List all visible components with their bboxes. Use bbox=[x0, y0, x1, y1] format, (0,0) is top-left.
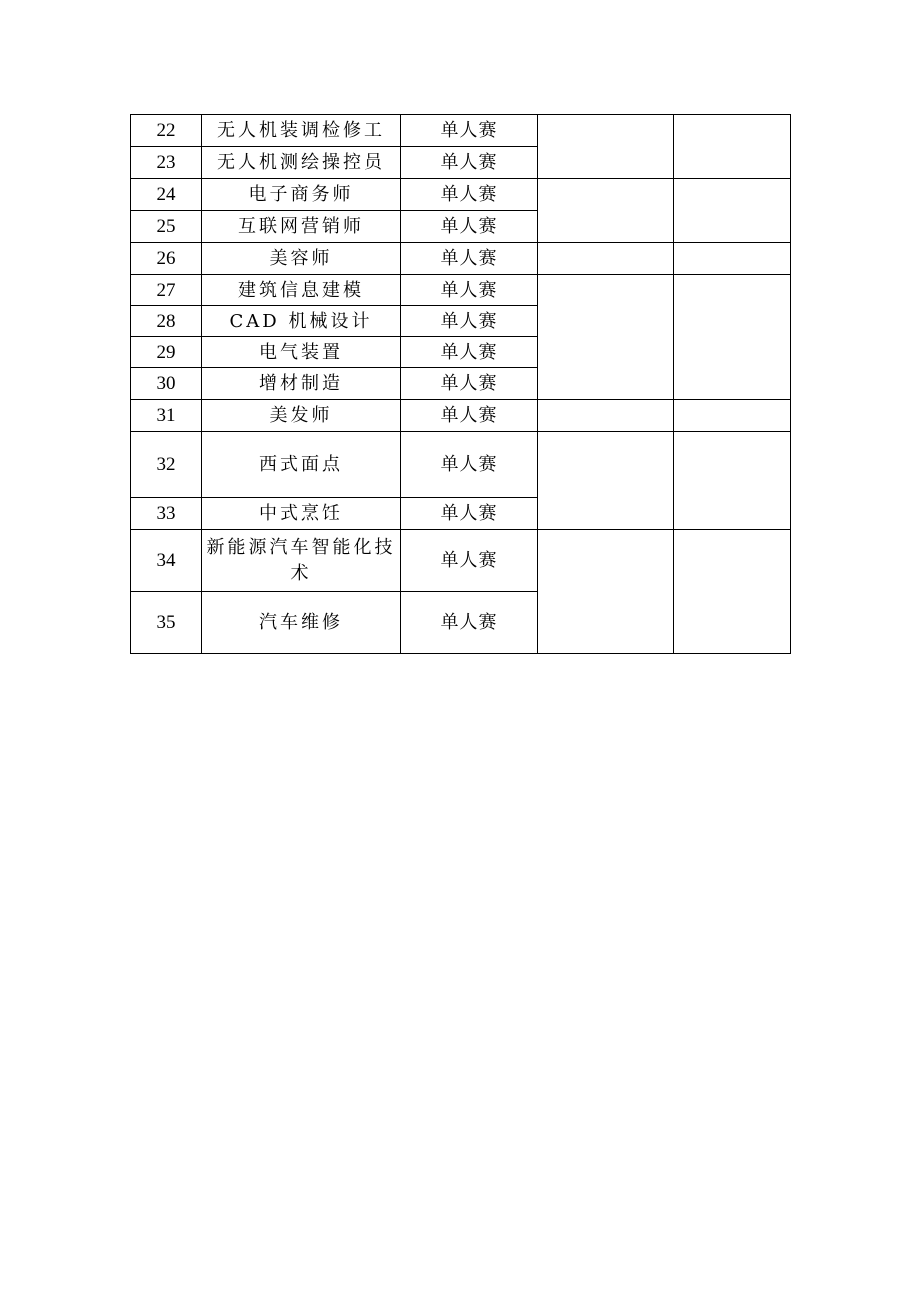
blank-cell bbox=[674, 243, 791, 275]
table-row bbox=[131, 115, 791, 147]
row-number: 26 bbox=[131, 243, 202, 275]
table-row bbox=[131, 243, 791, 275]
event-type: 单人赛 bbox=[401, 498, 538, 530]
event-name: 增材制造 bbox=[202, 368, 401, 400]
blank-cell bbox=[538, 115, 674, 179]
event-name: 建筑信息建模 bbox=[202, 275, 401, 306]
competition-table bbox=[130, 114, 791, 654]
event-type: 单人赛 bbox=[401, 147, 538, 179]
event-name: 无人机装调检修工 bbox=[202, 115, 401, 147]
event-type: 单人赛 bbox=[401, 337, 538, 368]
row-number: 27 bbox=[131, 275, 202, 306]
blank-cell bbox=[538, 243, 674, 275]
event-type: 单人赛 bbox=[401, 368, 538, 400]
row-number: 22 bbox=[131, 115, 202, 147]
blank-cell bbox=[538, 400, 674, 432]
row-number: 30 bbox=[131, 368, 202, 400]
event-name: 电子商务师 bbox=[202, 179, 401, 211]
blank-cell bbox=[538, 530, 674, 654]
blank-cell bbox=[674, 115, 791, 179]
event-name: 美容师 bbox=[202, 243, 401, 275]
table-row bbox=[131, 275, 791, 306]
table-row bbox=[131, 400, 791, 432]
event-name: 新能源汽车智能化技术 bbox=[202, 530, 401, 592]
event-name: 无人机测绘操控员 bbox=[202, 147, 401, 179]
row-number: 23 bbox=[131, 147, 202, 179]
row-number: 25 bbox=[131, 211, 202, 243]
event-type: 单人赛 bbox=[401, 400, 538, 432]
event-type: 单人赛 bbox=[401, 179, 538, 211]
event-type: 单人赛 bbox=[401, 306, 538, 337]
event-type: 单人赛 bbox=[401, 115, 538, 147]
blank-cell bbox=[674, 530, 791, 654]
row-number: 29 bbox=[131, 337, 202, 368]
event-type: 单人赛 bbox=[401, 211, 538, 243]
row-number: 33 bbox=[131, 498, 202, 530]
blank-cell bbox=[538, 179, 674, 243]
event-name: 西式面点 bbox=[202, 432, 401, 498]
blank-cell bbox=[674, 275, 791, 400]
blank-cell bbox=[674, 179, 791, 243]
row-number: 28 bbox=[131, 306, 202, 337]
event-type: 单人赛 bbox=[401, 432, 538, 498]
event-name: 美发师 bbox=[202, 400, 401, 432]
event-name: 中式烹饪 bbox=[202, 498, 401, 530]
table-row bbox=[131, 179, 791, 211]
blank-cell bbox=[538, 275, 674, 400]
event-name: 电气装置 bbox=[202, 337, 401, 368]
row-number: 24 bbox=[131, 179, 202, 211]
event-name: 互联网营销师 bbox=[202, 211, 401, 243]
event-type: 单人赛 bbox=[401, 530, 538, 592]
blank-cell bbox=[674, 432, 791, 530]
row-number: 32 bbox=[131, 432, 202, 498]
event-type: 单人赛 bbox=[401, 275, 538, 306]
event-type: 单人赛 bbox=[401, 592, 538, 654]
row-number: 35 bbox=[131, 592, 202, 654]
event-name: CAD 机械设计 bbox=[202, 306, 401, 337]
blank-cell bbox=[538, 432, 674, 530]
table-row bbox=[131, 432, 791, 498]
row-number: 34 bbox=[131, 530, 202, 592]
blank-cell bbox=[674, 400, 791, 432]
table-row bbox=[131, 530, 791, 592]
event-type: 单人赛 bbox=[401, 243, 538, 275]
row-number: 31 bbox=[131, 400, 202, 432]
event-name: 汽车维修 bbox=[202, 592, 401, 654]
